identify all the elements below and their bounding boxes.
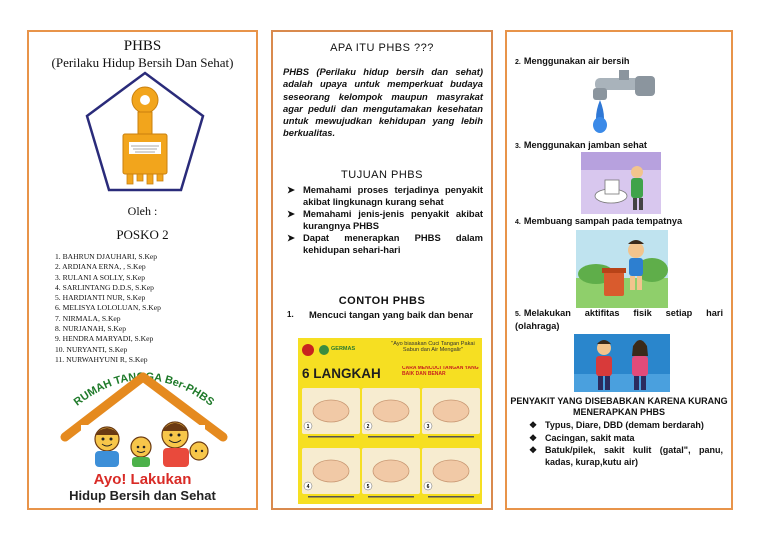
member-item: 3. RULANI A SOLLY, S.Kep [55,272,146,282]
practice-item: 5. Melakukan aktifitas fisik setiap hari (olahraga) [515,308,723,331]
hand-icon [433,460,469,482]
step-caption-line [368,436,414,438]
water-tap-image [575,70,671,140]
member-item: 2. ARDIANA ERNA, , S.Kep [55,262,146,272]
logo-arc-text: RUMAH TANGGA Ber-PHBS [71,370,217,409]
tujuan-list [287,184,483,256]
handwash-poster-graphic [298,338,482,504]
step-caption-line [428,436,474,438]
arrow-bullet-icon: ➤ [287,208,295,219]
toilet-image [581,152,661,214]
member-item: 1. BAHRUN DJAUHARI, S.Kep [55,252,158,261]
step-caption-line [368,496,414,498]
list-item: ➤ Dapat menerapkan PHBS dalam kehidupan sehari-hari [287,232,483,255]
poster-big-title: 6 LANGKAH [302,366,381,381]
handwash-poster [298,338,482,504]
panel1-subtitle: (Perilaku Hidup Bersih Dan Sehat) [51,55,234,70]
list-item: ❖ Batuk/pilek, sakit kulit (gatal", panu, kadas, kurap,kutu air) [529,445,723,467]
apa-itu-heading: APA ITU PHBS ??? [330,42,434,54]
hand-icon [373,460,409,482]
practice-item: 4. Membuang sampah pada tempatnya [515,216,683,226]
oleh-label: Oleh : [127,204,158,218]
list-item: ❖ Typus, Diare, DBD (demam berdarah) [529,420,704,430]
hand-icon [433,400,469,422]
practice-item: 3. Menggunakan jamban sehat [515,140,647,150]
left-panel [27,30,258,510]
penyakit-list [529,420,723,469]
member-item: 6. MELISYA LOLOLUAN, S.Kep [55,303,161,313]
step-number: 2 [366,424,370,430]
list-item: ➤ Memahami jenis-jenis penyakit akibat kurangnya PHBS [287,208,483,231]
member-item: 7. NIRMALA, S.Kep [55,313,121,323]
trash-disposal-image [576,230,668,308]
member-item: 11. NURWAHYUNI R, S.Kep [55,354,148,364]
member-item: 9. HENDRA MARYADI, S.Kep [55,334,154,344]
step-number: 4 [306,484,310,490]
contoh-item-number: 1. [287,310,294,319]
step-caption-line [308,436,354,438]
step-number: 6 [426,484,430,490]
panel1-title: PHBS [123,38,162,54]
list-item: ➤ Memahami proses terjadinya penyakit akibat lingkunagn kurang sehat [287,184,483,207]
member-list [55,252,161,365]
exercise-image [574,334,670,392]
contoh-heading: CONTOH PHBS [338,295,426,307]
step-caption-line [308,496,354,498]
member-item: 8. NURJANAH, S.Kep [55,324,127,334]
member-item: 4. SARLINTANG D.D.S, S.Kep [55,282,154,292]
step-caption-line [428,496,474,498]
diamond-bullet-icon: ❖ [529,445,538,455]
diamond-bullet-icon: ❖ [529,420,538,430]
list-item: ❖ Cacingan, sakit mata [529,432,635,443]
diamond-bullet-icon: ❖ [529,432,538,443]
arrow-bullet-icon: ➤ [287,232,295,243]
phbs-definition: PHBS (Perilaku hidup bersih dan sehat) adalah upaya untuk memperkuat budaya seseorang kelompok maupun masyrakat agar peduli dan mengutamakan kesehatan untuk mewujudkan kehidupan yang lebih berkualitas. [283,66,483,139]
step-number: 5 [366,484,370,490]
arrow-bullet-icon: ➤ [287,184,295,195]
hand-icon [313,460,349,482]
penyakit-heading: PENYAKIT YANG DISEBABKAN KARENA KURANG MENERAPKAN PHBS [510,396,728,417]
right-panel [505,30,733,510]
poster-quote: "Ayo biasakan Cuci Tangan Pakai Sabun dan Air Mengalir" [391,341,475,354]
posko-label: POSKO 2 [116,227,169,242]
key-emblem [83,70,207,200]
member-item: 10. NURYANTI, S.Kep [55,344,128,354]
step-number: 1 [306,424,310,430]
middle-panel [271,30,493,510]
germas-label: GERMAS [331,346,356,352]
practice-item: 2. Menggunakan air bersih [515,56,630,66]
slogan-line-1: Ayo! Lakukan [93,471,192,488]
rumah-tangga-logo [47,355,239,473]
hand-icon [313,400,349,422]
poster-side-title: CARA MENCUCI TANGAN YANG BAIK DAN BENAR [402,366,479,377]
member-item: 5. HARDIANTI NUR, S.Kep [55,293,146,303]
slogan-line-2: Hidup Bersih dan Sehat [69,488,216,503]
step-number: 3 [426,424,430,430]
contoh-item-1: 1. Mencuci tangan yang baik dan benar [287,309,474,320]
hand-icon [373,400,409,422]
tujuan-heading: TUJUAN PHBS [341,169,423,181]
